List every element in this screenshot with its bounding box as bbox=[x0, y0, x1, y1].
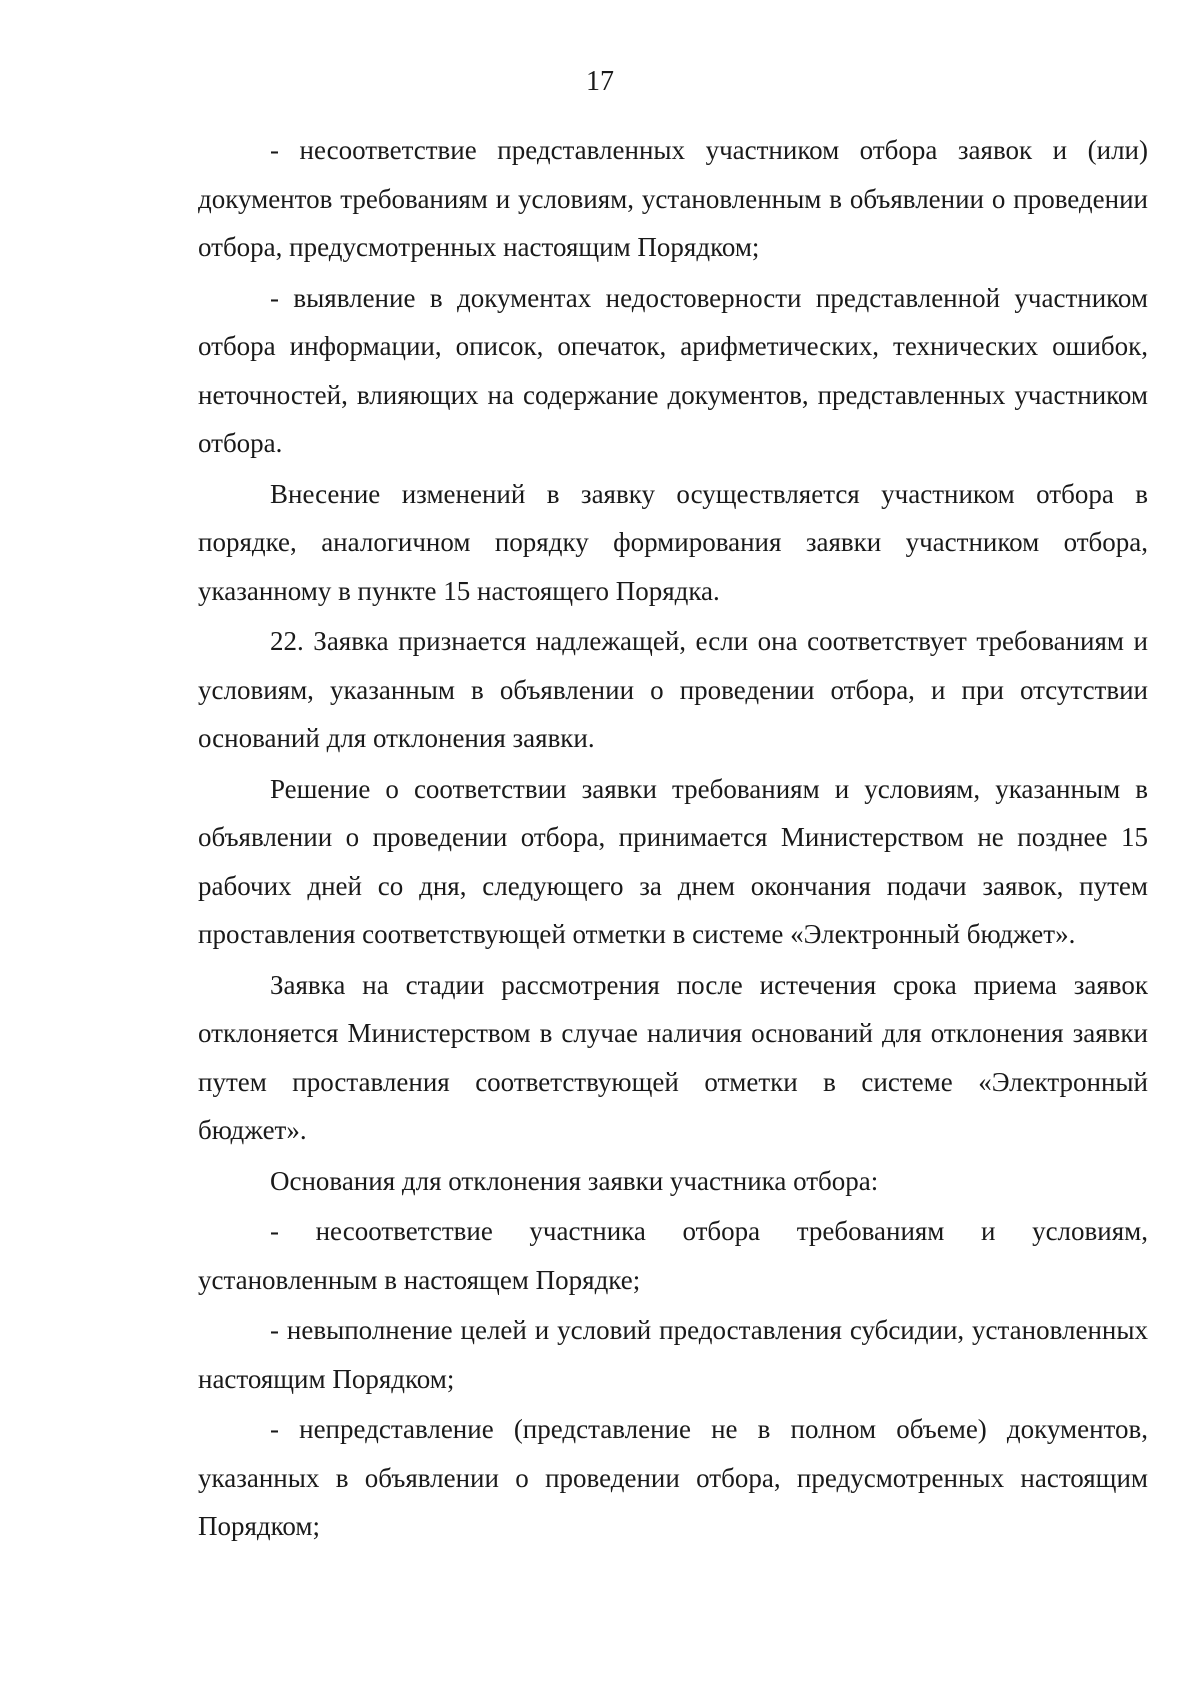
paragraph: Внесение изменений в заявку осуществляется участником отбора в порядке, аналогичном порядку формирования заявки участником отбора, указанному в пункте 15 настоящего Порядка. bbox=[198, 478, 1148, 606]
list-item: - непредставление (представление не в полном объеме) документов, указанных в объявлении о проведении отбора, предусмотренных настоящим Порядком; bbox=[198, 1414, 1148, 1541]
document-body bbox=[198, 126, 1148, 1553]
paragraph: Решение о соответствии заявки требованиям и условиям, указанным в объявлении о проведении отбора, принимается Министерством не позднее 15 рабочих дней со дня, следующего за днем окончания подачи заявок, путем проставления соответствующей отметки в системе «Электронный бюджет». bbox=[198, 773, 1148, 949]
paragraph: 22. Заявка признается надлежащей, если она соответствует требованиям и условиям, указанным в объявлении о проведении отбора, и при отсутствии оснований для отклонения заявки. bbox=[198, 626, 1148, 753]
paragraph: Заявка на стадии рассмотрения после истечения срока приема заявок отклоняется Министерством в случае наличия оснований для отклонения заявки путем проставления соответствующей отметки в системе «Электронный бюджет». bbox=[198, 969, 1148, 1145]
list-item: - невыполнение целей и условий предоставления субсидии, установленных настоящим Порядком; bbox=[198, 1315, 1148, 1394]
paragraph: Основания для отклонения заявки участника отбора: bbox=[270, 1165, 879, 1196]
list-item: - несоответствие представленных участником отбора заявок и (или) документов требованиям и условиям, установленным в объявлении о проведении отбора, предусмотренных настоящим Порядком; bbox=[198, 135, 1148, 262]
page-number: 17 bbox=[586, 66, 614, 97]
list-item: - несоответствие участника отбора требованиям и условиям, установленным в настоящем Порядке; bbox=[198, 1216, 1148, 1295]
list-item: - выявление в документах недостоверности представленной участником отбора информации, описок, опечаток, арифметических, технических ошибок, неточностей, влияющих на содержание документов, представленных участником отбора. bbox=[198, 282, 1148, 458]
